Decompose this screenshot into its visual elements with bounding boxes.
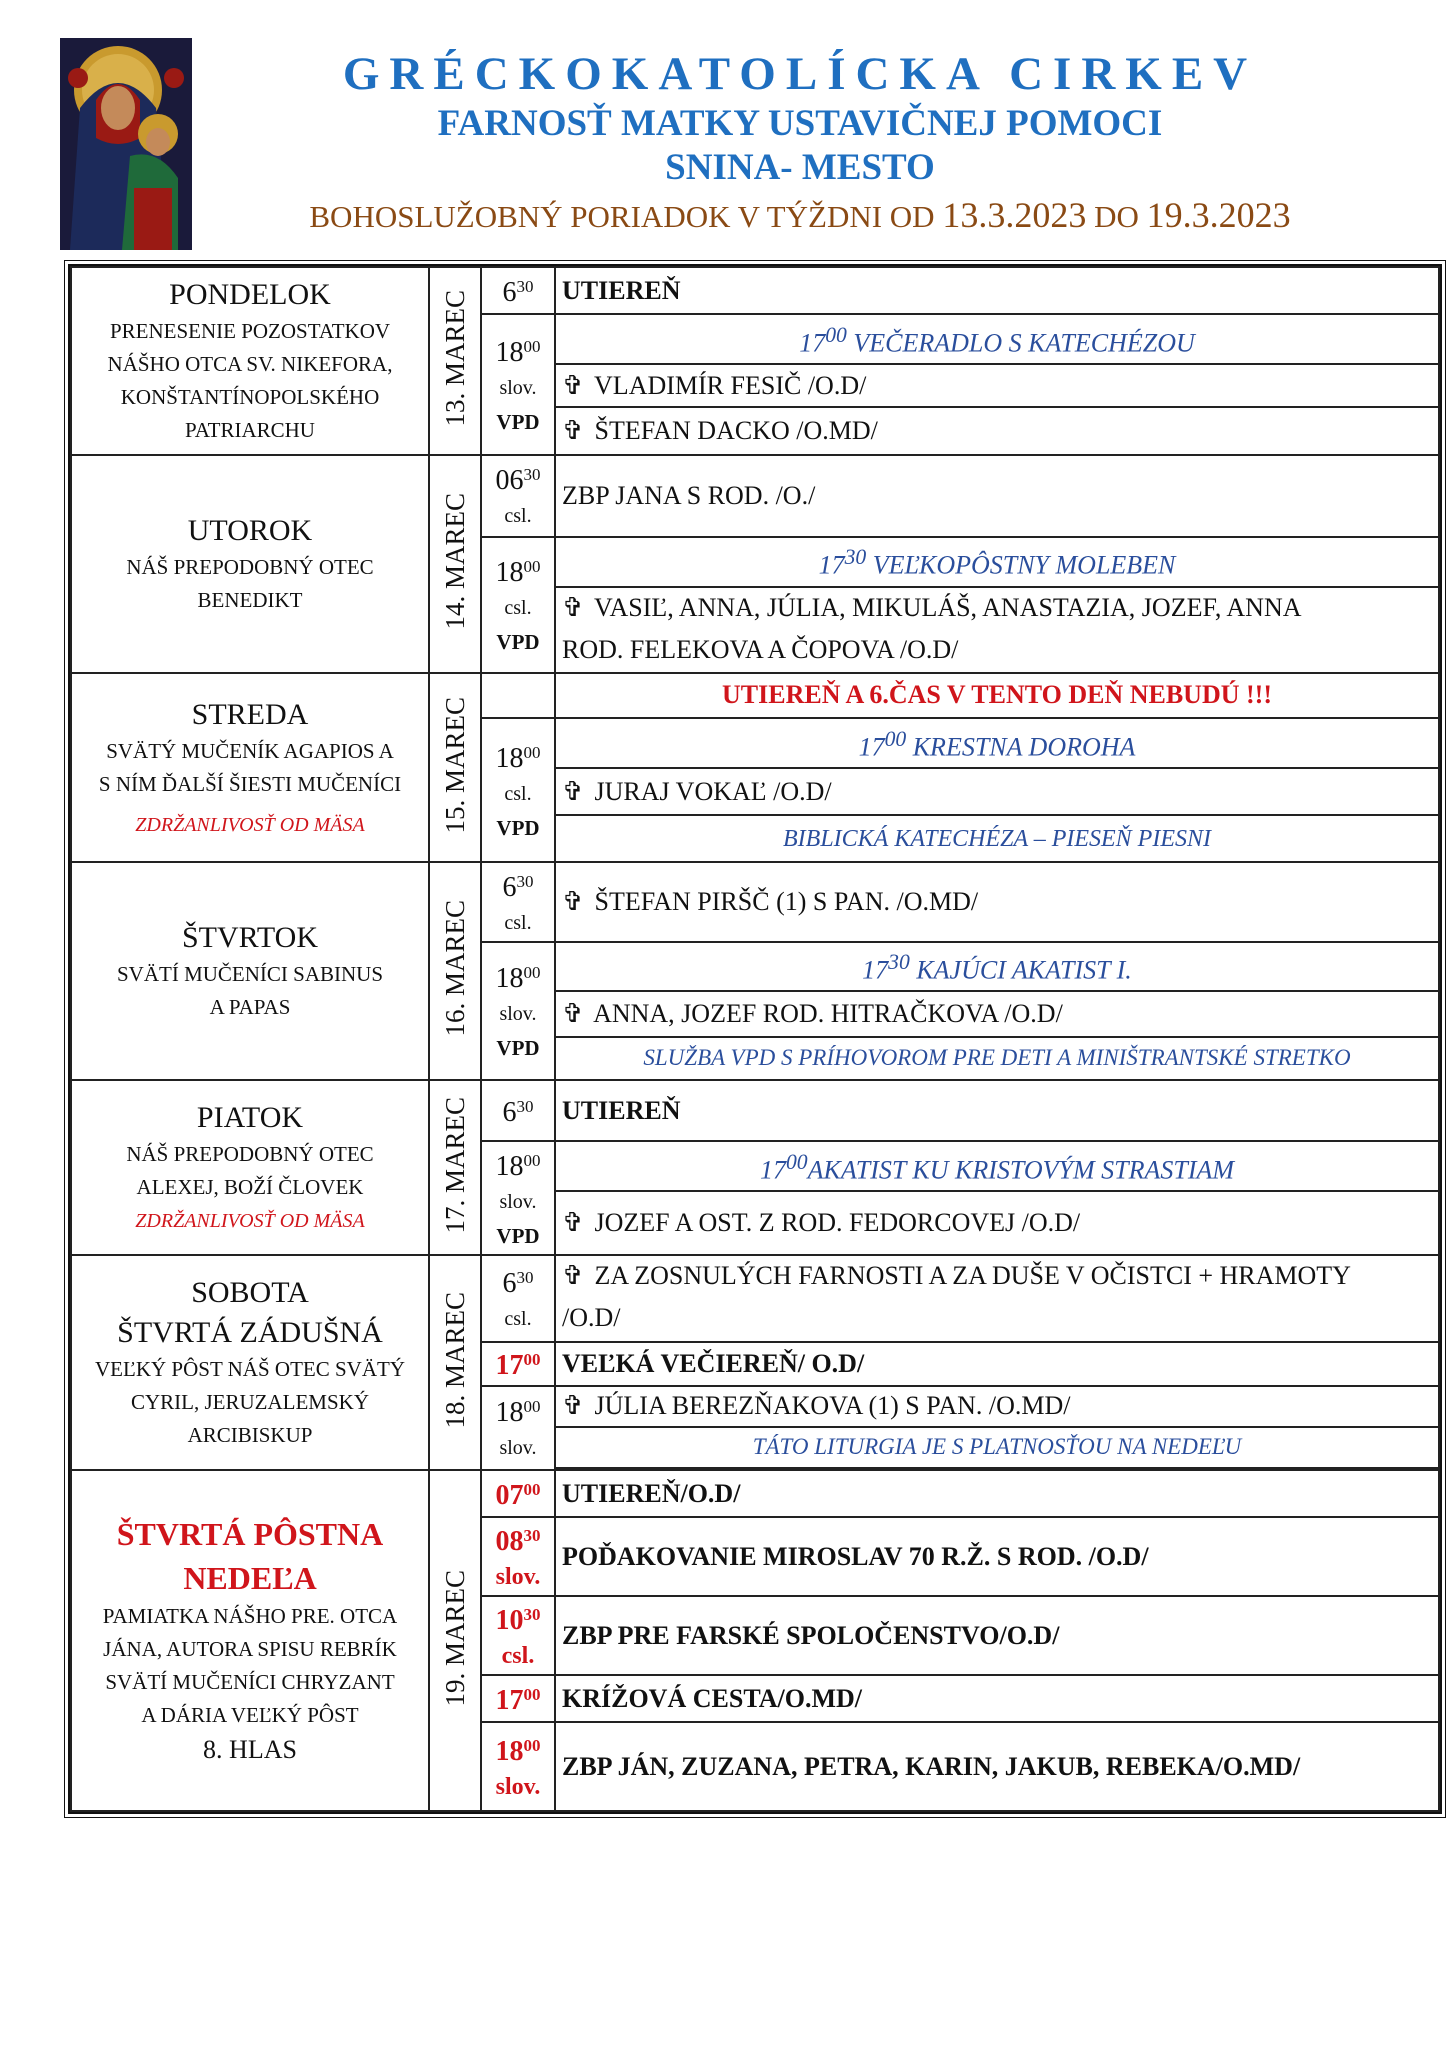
time-cell: $10^{30}$ csl. <box>481 1596 555 1675</box>
event: UTIEREŇ/O.D/ <box>555 1470 1439 1517</box>
intention: ✞ VASIĽ, ANNA, JÚLIA, MIKULÁŠ, ANASTAZIA, JOZEF, ANNA <box>555 587 1439 628</box>
day-sunday-cell: ŠTVRTÁ PÔSTNA NEDEĽA PAMIATKA NÁŠHO PRE. OTCA JÁNA, AUTORA SPISU REBRÍK SVÄTÍ MUČENÍCI CHRYZANT A DÁRIA VEĽKÝ PÔST 8. HLAS <box>71 1470 429 1811</box>
schedule-heading: BOHOSLUŽOBNÝ PORIADOK V TÝŽDNI OD 13.3.2023 DO 19.3.2023 <box>309 195 1291 235</box>
fasting-note: ZDRŽANLIVOSŤ OD MÄSA <box>135 1210 365 1233</box>
time-cell: $07^{00}$ <box>481 1470 555 1517</box>
intention-continued: /O.D/ <box>555 1296 1439 1341</box>
day-name: PONDELOK <box>169 277 331 311</box>
page-header <box>210 46 1390 240</box>
intention: ✞ JOZEF A OST. Z ROD. FEDORCOVEJ /O.D/ <box>555 1191 1439 1255</box>
time-cell: $18^{00}$ slov. <box>481 1386 555 1470</box>
special-event: $17^{30}$ KAJÚCI AKATIST I. <box>555 942 1439 992</box>
day-name: STREDA <box>191 697 309 731</box>
date-from: 13.3.2023 <box>942 195 1087 235</box>
special-event: SLUŽBA VPD S PRÍHOVOROM PRE DETI A MINIŠTRANTSKÉ STRETKO <box>555 1037 1439 1080</box>
intention-continued: ROD. FELEKOVA A ČOPOVA /O.D/ <box>555 628 1439 673</box>
day-saturday-cell: SOBOTA ŠTVRTÁ ZÁDUŠNÁ VEĽKÝ PÔST NÁŠ OTEC SVÄTÝ CYRIL, JERUZALEMSKÝ ARCIBISKUP <box>71 1255 429 1470</box>
time-cell: $18^{00}$ slov. VPD <box>481 1141 555 1255</box>
day-monday-row-1 <box>71 267 1439 314</box>
cross-icon: ✞ <box>562 887 584 916</box>
time-cell: $6^{30}$ csl. <box>481 862 555 941</box>
intention: ✞ JÚLIA BEREZŇAKOVA (1) S PAN. /O.MD/ <box>555 1386 1439 1427</box>
intention: ✞ ZA ZOSNULÝCH FARNOSTI A ZA DUŠE V OČISTCI + HRAMOTY <box>555 1255 1439 1296</box>
cross-icon: ✞ <box>562 999 584 1029</box>
time-cell: $6^{30}$ <box>481 1080 555 1142</box>
parish-name: FARNOSŤ MATKY USTAVIČNEJ POMOCI <box>437 103 1163 144</box>
date-cell: 13. MAREC <box>429 267 481 455</box>
special-event: $17^{30}$ VEĽKOPÔSTNY MOLEBEN <box>555 537 1439 587</box>
time-cell: $18^{00}$ slov. <box>481 1722 555 1811</box>
time-cell: $18^{00}$ csl. VPD <box>481 718 555 862</box>
day-wednesday-cell: STREDA SVÄTÝ MUČENÍK AGAPIOS A S NÍM ĎALŠÍ ŠIESTI MUČENÍCI ZDRŽANLIVOSŤ OD MÄSA <box>71 673 429 863</box>
time-cell: $18^{00}$ slov. VPD <box>481 942 555 1080</box>
day-name: UTOROK <box>187 513 313 547</box>
event: VEĽKÁ VEČIEREŇ/ O.D/ <box>555 1342 1439 1386</box>
event: POĎAKOVANIE MIROSLAV 70 R.Ž. S ROD. /O.D/ <box>555 1517 1439 1596</box>
special-event: $17^{00}AKATIST$ KU KRISTOVÝM STRASTIAM <box>555 1141 1439 1191</box>
time-cell: $06^{30}$ csl. <box>481 455 555 537</box>
day-saturday-row-1 <box>71 1255 1439 1296</box>
parish-location: SNINA- MESTO <box>665 147 935 188</box>
event: ZBP PRE FARSKÉ SPOLOČENSTVO/O.D/ <box>555 1596 1439 1675</box>
event: ZBP JÁN, ZUZANA, PETRA, KARIN, JAKUB, REBEKA/O.MD/ <box>555 1722 1439 1811</box>
date-cell: 14. MAREC <box>429 455 481 673</box>
day-name: SOBOTA <box>191 1276 309 1310</box>
time-cell: $17^{00}$ <box>481 1675 555 1722</box>
date-cell: 17. MAREC <box>429 1080 481 1256</box>
day-thursday-row-1 <box>71 862 1439 941</box>
day-sunday-row-1 <box>71 1470 1439 1517</box>
notice: UTIEREŇ A 6.ČAS V TENTO DEŇ NEBUDÚ !!! <box>555 673 1439 718</box>
day-friday-row-1 <box>71 1080 1439 1142</box>
day-monday-cell: PONDELOK PRENESENIE POZOSTATKOV NÁŠHO OTCA SV. NIKEFORA, KONŠTANTÍNOPOLSKÉHO PATRIARCHU <box>71 267 429 455</box>
time-cell: $6^{30}$ <box>481 267 555 314</box>
time-cell: $18^{00}$ csl. VPD <box>481 537 555 673</box>
special-event: TÁTO LITURGIA JE S PLATNOSŤOU NA NEDEĽU <box>555 1427 1439 1468</box>
day-name: ŠTVRTOK <box>182 921 318 955</box>
cross-icon: ✞ <box>562 1208 584 1238</box>
cross-icon: ✞ <box>562 776 584 806</box>
day-wednesday-row-1 <box>71 673 1439 718</box>
date-cell: 16. MAREC <box>429 862 481 1079</box>
fasting-note: ZDRŽANLIVOSŤ OD MÄSA <box>135 813 365 836</box>
cross-icon: ✞ <box>562 1261 584 1291</box>
date-cell: 18. MAREC <box>429 1255 481 1470</box>
event: UTIEREŇ <box>555 267 1439 314</box>
time-cell-empty <box>481 673 555 718</box>
our-mother-of-perpetual-help-icon <box>60 38 192 250</box>
schedule-table <box>68 264 1442 1814</box>
time-cell: $18^{00}$ slov. VPD <box>481 314 555 454</box>
cross-icon: ✞ <box>562 370 584 400</box>
date-cell: 19. MAREC <box>429 1470 481 1811</box>
special-event: $17^{00}$ VEČERADLO S KATECHÉZOU <box>555 314 1439 364</box>
event: KRÍŽOVÁ CESTA/O.MD/ <box>555 1675 1439 1722</box>
date-to: 19.3.2023 <box>1146 195 1291 235</box>
intention: ✞ ANNA, JOZEF ROD. HITRAČKOVA /O.D/ <box>555 991 1439 1036</box>
cross-icon: ✞ <box>562 415 584 445</box>
page-title: GRÉCKOKATOLÍCKA CIRKEV <box>342 48 1258 100</box>
event: UTIEREŇ <box>555 1080 1439 1142</box>
intention: ✞ JURAJ VOKAĽ /O.D/ <box>555 768 1439 815</box>
day-name: PIATOK <box>196 1101 304 1135</box>
time-cell: $17^{00}$ <box>481 1342 555 1386</box>
day-tuesday-cell: UTOROK NÁŠ PREPODOBNÝ OTEC BENEDIKT <box>71 455 429 673</box>
intention: ✞ ŠTEFAN DACKO /O.MD/ <box>555 407 1439 454</box>
time-cell: $08^{30}$ slov. <box>481 1517 555 1596</box>
time-cell: $6^{30}$ csl. <box>481 1255 555 1341</box>
intention: ✞ ŠTEFAN PIRŠČ (1) S PAN. /O.MD/ <box>555 862 1439 941</box>
date-cell: 15. MAREC <box>429 673 481 863</box>
tone: 8. HLAS <box>203 1735 297 1765</box>
day-tuesday-row-1 <box>71 455 1439 537</box>
day-thursday-cell: ŠTVRTOK SVÄTÍ MUČENÍCI SABINUS A PAPAS <box>71 862 429 1079</box>
cross-icon: ✞ <box>562 592 584 622</box>
intention: ✞ VLADIMÍR FESIČ /O.D/ <box>555 364 1439 407</box>
cross-icon: ✞ <box>562 1391 584 1421</box>
intention: ZBP JANA S ROD. /O./ <box>555 455 1439 537</box>
special-event: BIBLICKÁ KATECHÉZA – PIESEŇ PIESNI <box>555 815 1439 862</box>
day-name: ŠTVRTÁ PÔSTNA <box>116 1516 384 1553</box>
day-friday-cell: PIATOK NÁŠ PREPODOBNÝ OTEC ALEXEJ, BOŽÍ ČLOVEK ZDRŽANLIVOSŤ OD MÄSA <box>71 1080 429 1256</box>
special-event: $17^{00}$ KRESTNA DOROHA <box>555 718 1439 768</box>
